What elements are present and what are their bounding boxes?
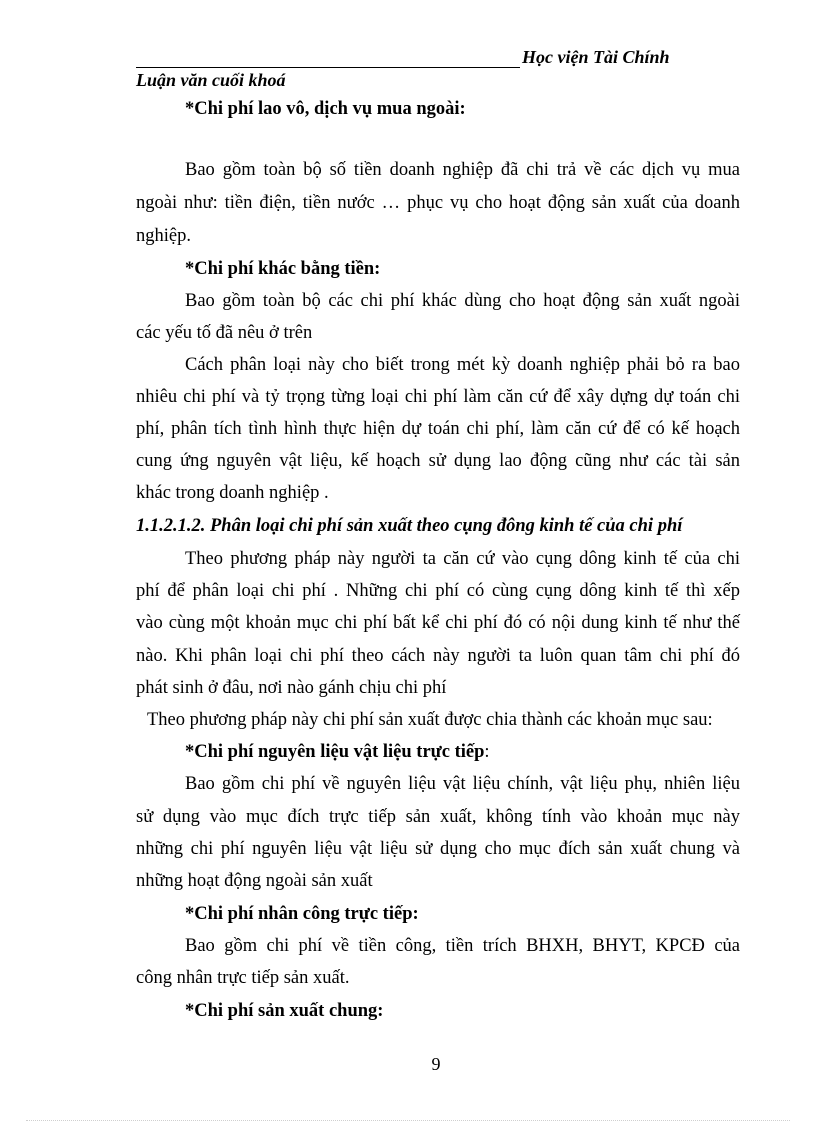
paragraph-line: cung ứng nguyên vật liệu, kế hoạch sử dụng lao động cũng như các tài sản [136, 451, 740, 471]
heading-overhead: *Chi phí sản xuất chung: [185, 1001, 384, 1021]
paragraph-line: phí để phân loại chi phí . Những chi phí có cùng cụng dông kinh tế thì xếp [136, 581, 740, 601]
heading-outsourced-services: *Chi phí lao vô, dịch vụ mua ngoài: [185, 99, 466, 119]
paragraph-line: công nhân trực tiếp sản xuất. [136, 968, 350, 988]
paragraph-line: Bao gồm toàn bộ số tiền doanh nghiệp đã chi trả về các dịch vụ mua [185, 160, 740, 180]
paragraph-line: Bao gồm toàn bộ các chi phí khác dùng cho hoạt động sản xuất ngoài [185, 291, 740, 311]
paragraph-line: Cách phân loại này cho biết trong mét kỳ doanh nghiệp phải bỏ ra bao [185, 355, 740, 375]
header-institution: Học viện Tài Chính [522, 47, 670, 67]
page-bottom-divider [26, 1120, 790, 1121]
heading-colon: : [484, 742, 490, 762]
paragraph-line: nghiệp. [136, 226, 191, 246]
paragraph-line: ngoài như: tiền điện, tiền nước … phục vụ cho hoạt động sản xuất của doanh [136, 193, 740, 213]
paragraph-line: phát sinh ở đâu, nơi nào gánh chịu chi phí [136, 678, 447, 698]
header-rule [136, 67, 520, 68]
paragraph-line: Theo phương pháp này người ta căn cứ vào cụng dông kinh tế của chi [185, 549, 740, 569]
heading-direct-materials-text: *Chi phí nguyên liệu vật liệu trực tiếp [185, 742, 485, 762]
paragraph-line: những chi phí nguyên liệu vật liệu sử dụng cho mục đích sản xuất chung và [136, 839, 740, 859]
paragraph-line: những hoạt động ngoài sản xuất [136, 871, 373, 891]
paragraph-line: nhiêu chi phí và tỷ trọng từng loại chi phí làm căn cứ để xây dựng dự toán chi [136, 387, 740, 407]
paragraph-line: sử dụng vào mục đích trực tiếp sản xuất, không tính vào khoản mục này [136, 807, 740, 827]
paragraph-line: Theo phương pháp này chi phí sản xuất được chia thành các khoản mục sau: [147, 710, 713, 730]
paragraph-line: Bao gồm chi phí về tiền công, tiền trích BHXH, BHYT, KPCĐ của [185, 936, 740, 956]
paragraph-line: vào cùng một khoản mục chi phí bất kể chi phí đó có nội dung kinh tế như thế [136, 613, 740, 633]
heading-other-cash-costs: *Chi phí khác bằng tiền: [185, 259, 381, 279]
paragraph-line: Bao gồm chi phí về nguyên liệu vật liệu chính, vật liệu phụ, nhiên liệu [185, 774, 740, 794]
page-number: 9 [431, 1054, 441, 1074]
paragraph-line: nào. Khi phân loại chi phí theo cách này người ta luôn quan tâm chi phí đó [136, 646, 740, 666]
heading-direct-labor: *Chi phí nhân công trực tiếp: [185, 904, 419, 924]
section-heading: 1.1.2.1.2. Phân loại chi phí sản xuất theo cụng đông kinh tế của chi phí [136, 516, 683, 536]
heading-direct-materials [185, 741, 490, 763]
paragraph-line: các yếu tố đã nêu ở trên [136, 323, 313, 343]
paragraph-line: phí, phân tích tình hình thực hiện dự toán chi phí, làm căn cứ để có kế hoạch [136, 419, 740, 439]
paragraph-line: khác trong doanh nghiệp . [136, 483, 329, 503]
header-document-type: Luận văn cuối khoá [136, 70, 286, 90]
